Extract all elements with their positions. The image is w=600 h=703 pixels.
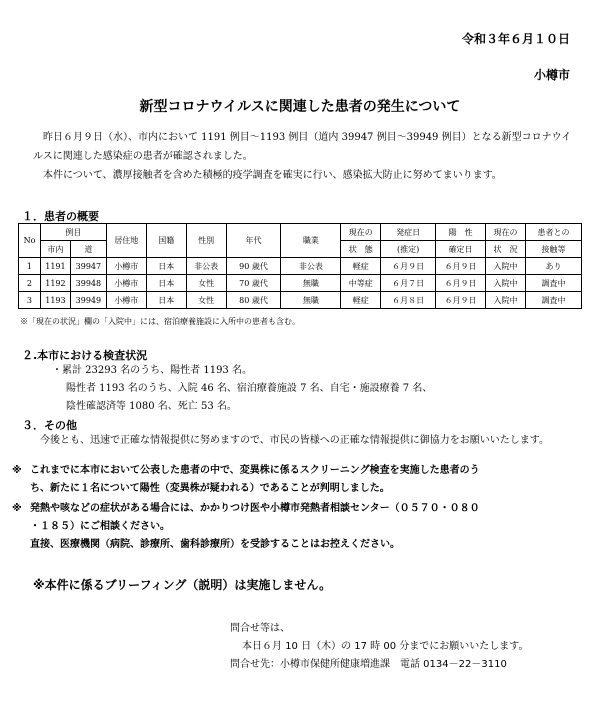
intro-paragraph-2: 本件について、濃厚接触者を含めた積極的疫学調査を確実に行い、感染拡大防止に努めてまいります。	[43, 170, 502, 181]
table-footnote: ※「現在の状況」欄の「入院中」には、宿泊療養施設に入所中の患者も含む。	[20, 317, 300, 326]
table-row	[19, 258, 582, 275]
cell-positive: ６月９日	[436, 258, 486, 275]
variant-note	[12, 462, 584, 498]
section-2-body	[52, 362, 432, 416]
header-pref-no: 道	[70, 241, 106, 258]
intro-paragraph-1: 昨日６月９日（水）、市内において 1191 例目～1193 例目（道内 39947 例目～39949 例目）となる新型コロナウイルスに関連した感染症の患者が確認されました。	[33, 132, 572, 162]
negative-death-line: 陰性確認済等 1080 名、死亡 53 名。	[66, 401, 237, 412]
cell-onset: ６月８日	[381, 292, 436, 309]
cell-onset: ６月９日	[381, 258, 436, 275]
cell-no: 1	[19, 258, 41, 275]
table-header-row-1	[19, 224, 582, 241]
cell-nationality: 日本	[146, 292, 186, 309]
note-mark: ※	[12, 465, 22, 476]
cell-status: 中等症	[341, 275, 381, 292]
cell-pref-no: 39948	[70, 275, 106, 292]
intro-paragraphs	[33, 128, 578, 185]
cell-residence: 小樽市	[106, 258, 146, 275]
cell-current: 入院中	[486, 292, 526, 309]
header-example: 例目	[40, 224, 106, 241]
cell-occupation: 非公表	[281, 258, 341, 275]
header-status-2: 状 態	[341, 241, 381, 258]
cell-occupation: 無職	[281, 292, 341, 309]
fever-note-line-1: 発熱や咳などの症状がある場合には、かかりつけ医や小樽市発熱者相談センター（０５７０・０８０	[30, 503, 480, 514]
header-no: No	[19, 224, 41, 258]
section-3-paragraph: 今後とも、迅速で正確な情報提供に努めますので、市民の皆様への正確な情報提供に御協力をお願いいたします。	[40, 435, 549, 446]
cell-age: 70 歳代	[226, 275, 281, 292]
cell-status: 軽症	[341, 292, 381, 309]
cell-pref-no: 39947	[70, 258, 106, 275]
cell-occupation: 無職	[281, 275, 341, 292]
header-onset-1: 発症日	[381, 224, 436, 241]
header-age: 年代	[226, 224, 281, 258]
variant-note-line-1: これまでに本市において公表した患者の中で、変異株に係るスクリーニング検査を実施した患者のう	[30, 465, 480, 476]
header-sex: 性別	[186, 224, 226, 258]
header-contact-2: 接触等	[525, 241, 581, 258]
table-row	[19, 292, 582, 309]
header-positive-1: 陽 性	[436, 224, 486, 241]
cell-positive: ６月９日	[436, 275, 486, 292]
cell-pref-no: 39949	[70, 292, 106, 309]
header-current-1: 現在の	[486, 224, 526, 241]
fever-note-line-2: ・１８５）にご相談ください。	[30, 521, 170, 532]
fever-note-line-3: 直接、医療機関（病院、診療所、歯科診療所）を受診することはお控えください。	[30, 539, 400, 550]
note-mark: ※	[12, 503, 22, 514]
header-occupation: 職業	[281, 224, 341, 258]
cell-nationality: 日本	[146, 275, 186, 292]
header-city-no: 市内	[40, 241, 70, 258]
header-residence: 居住地	[106, 224, 146, 258]
cell-age: 90 歳代	[226, 258, 281, 275]
document-title: 新型コロナウイルスに関連した患者の発生について	[139, 99, 461, 115]
contact-deadline: 本日６月 10 日（木）の 17 時 00 分までにお願いいたします。	[242, 641, 529, 652]
positive-breakdown-line: 陽性者 1193 名のうち、入院 46 名、宿泊療養施設 7 名、自宅・施設療養 7 名、	[66, 383, 433, 394]
cell-current: 入院中	[486, 275, 526, 292]
cell-current: 入院中	[486, 258, 526, 275]
cell-onset: ６月７日	[381, 275, 436, 292]
header-onset-2: (推定)	[381, 241, 436, 258]
contact-info: 問合せ先：小樽市保健所健康増進課 電話 0134－22－3110	[230, 659, 507, 670]
document-date: 令和３年６月１０日	[461, 32, 570, 46]
cell-city-no: 1192	[40, 275, 70, 292]
cell-sex: 女性	[186, 292, 226, 309]
fever-consultation-note	[12, 500, 584, 554]
cell-residence: 小樽市	[106, 275, 146, 292]
testing-total-line: ・累計 23293 名のうち、陽性者 1193 名。	[52, 365, 252, 376]
cell-no: 2	[19, 275, 41, 292]
cell-city-no: 1191	[40, 258, 70, 275]
contact-intro: 問合せ等は、	[230, 623, 290, 634]
cell-status: 軽症	[341, 258, 381, 275]
header-contact-1: 患者との	[525, 224, 581, 241]
header-status-1: 現在の	[341, 224, 381, 241]
cell-residence: 小樽市	[106, 292, 146, 309]
cell-sex: 女性	[186, 275, 226, 292]
section-3-heading: ３．その他	[22, 419, 77, 432]
cell-city-no: 1193	[40, 292, 70, 309]
cell-contact: 調査中	[525, 292, 581, 309]
cell-positive: ６月９日	[436, 292, 486, 309]
section-1-heading: １．患者の概要	[22, 210, 99, 223]
header-positive-2: 確定日	[436, 241, 486, 258]
cell-no: 3	[19, 292, 41, 309]
variant-note-line-2: ち、新たに１名について陽性（変異株が疑われる）であることが判明しました。	[30, 483, 390, 494]
cell-nationality: 日本	[146, 258, 186, 275]
header-nationality: 国籍	[146, 224, 186, 258]
patient-table	[18, 223, 582, 309]
header-current-2: 状 況	[486, 241, 526, 258]
issuer-city: 小樽市	[533, 68, 570, 82]
cell-contact: あり	[525, 258, 581, 275]
section-2-heading: ２.本市における検査状況	[22, 349, 148, 362]
briefing-notice: ※本件に係るブリーフィング（説明）は実施しません。	[33, 578, 332, 592]
cell-age: 80 歳代	[226, 292, 281, 309]
cell-sex: 非公表	[186, 258, 226, 275]
table-row	[19, 275, 582, 292]
section-3-body	[30, 432, 570, 450]
contact-block	[230, 620, 528, 674]
cell-contact: 調査中	[525, 275, 581, 292]
